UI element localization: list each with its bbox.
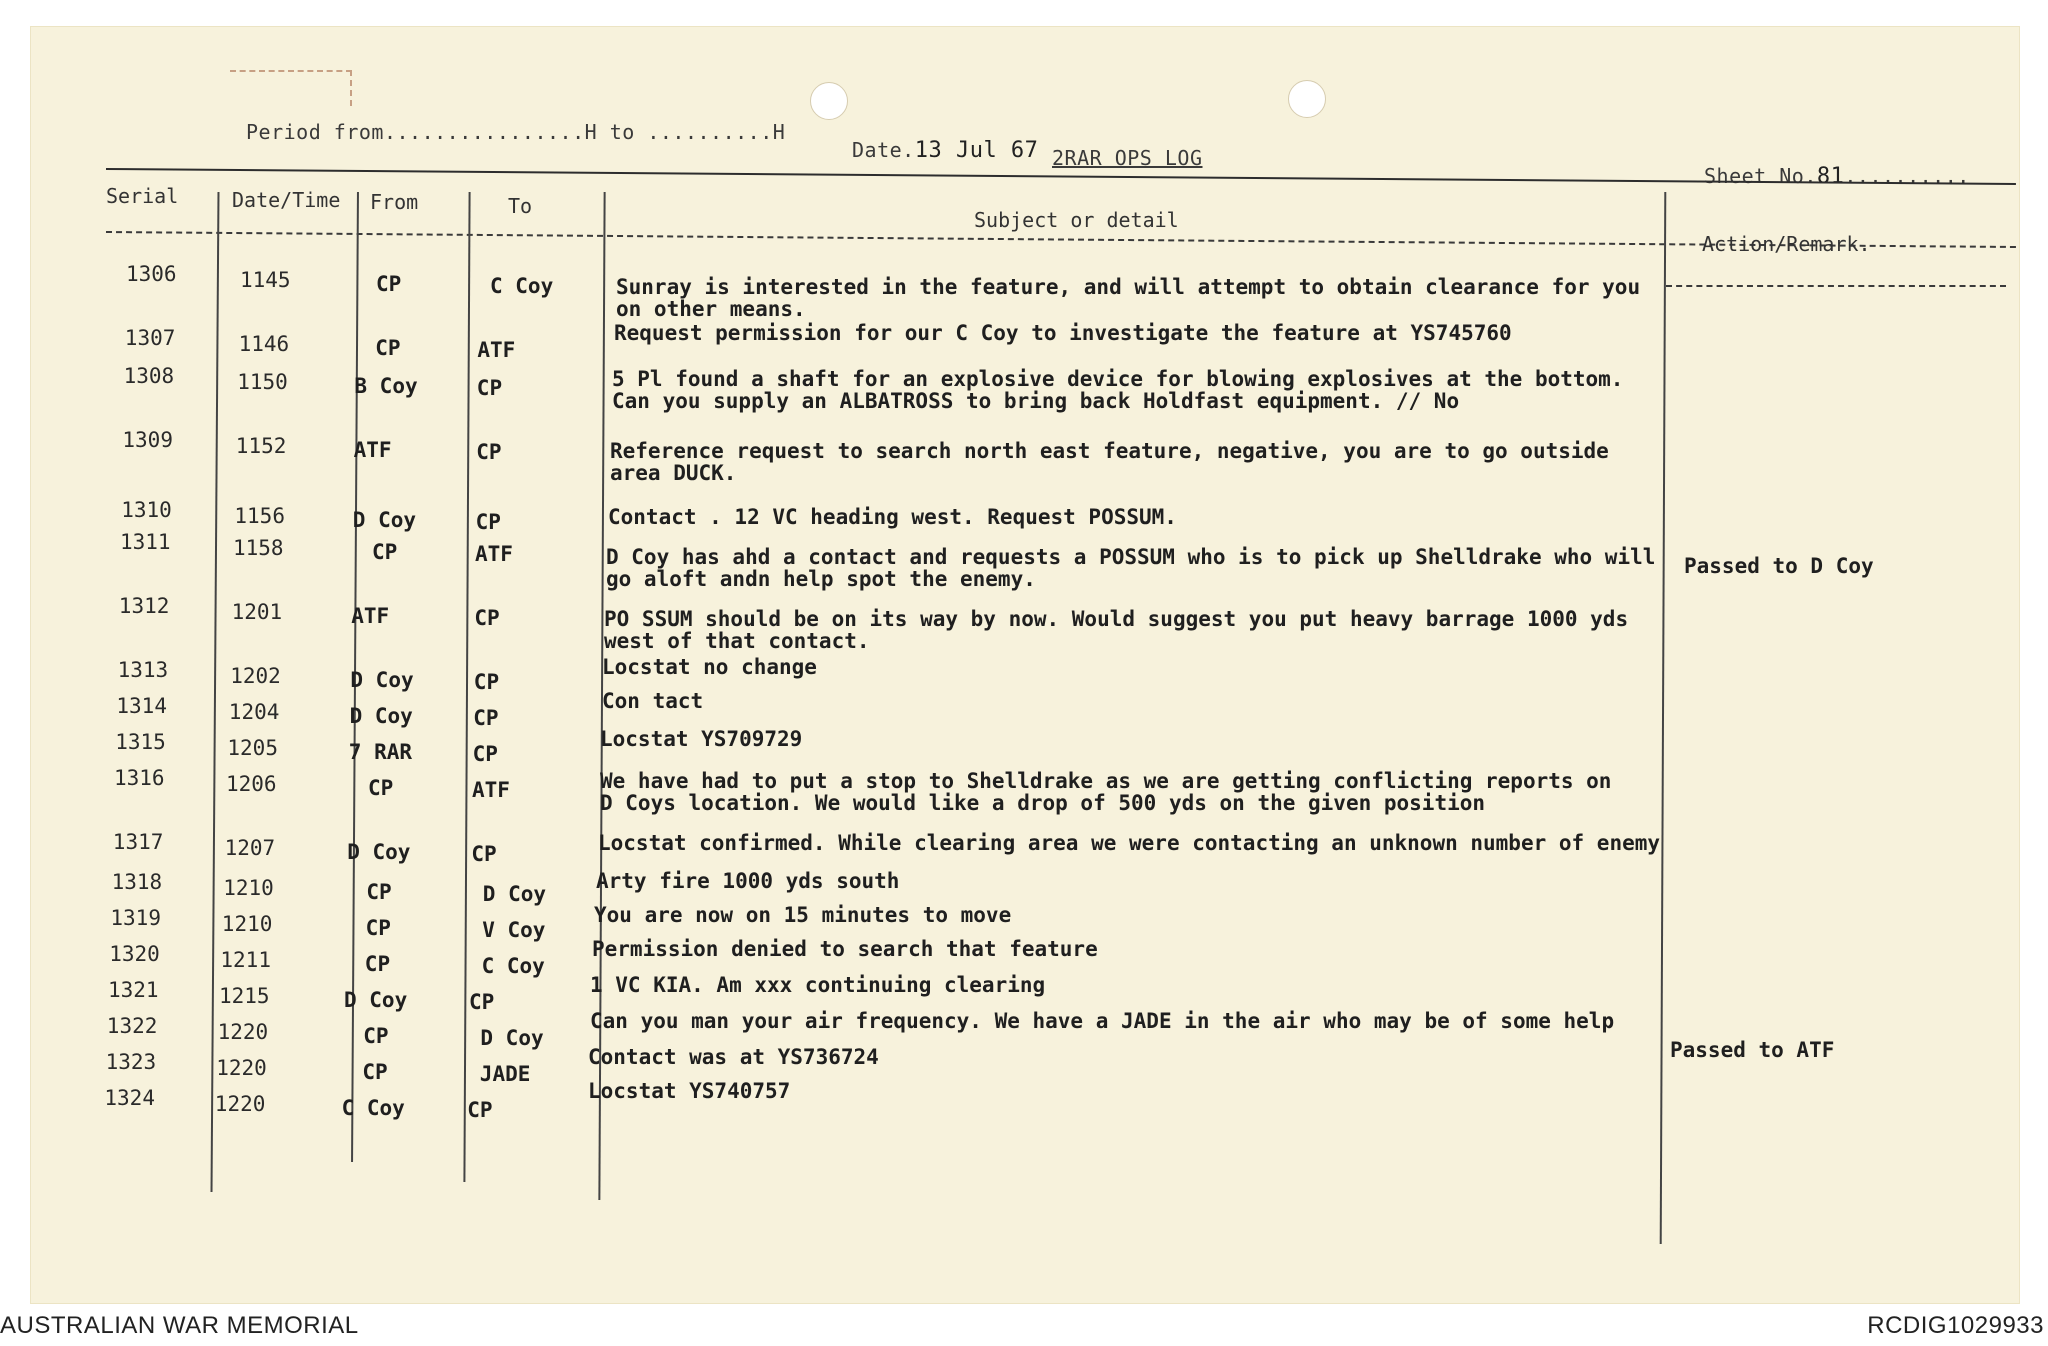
- row-serial: 1311: [120, 530, 171, 554]
- row-remark: Passed to ATF: [1670, 1038, 1835, 1062]
- date-field: [852, 138, 1038, 163]
- row-serial: 1323: [105, 1050, 157, 1074]
- row-time: 1220: [214, 1092, 266, 1116]
- row-detail-line: PO SSUM should be on its way by now. Would suggest you put heavy barrage 1000 yds: [604, 607, 1629, 631]
- col-header-action: Action/Remark.: [1702, 232, 1871, 256]
- row-detail-line: Locstat confirmed. While clearing area we were contacting an unknown number of enemy: [598, 831, 1661, 855]
- col-header-serial: Serial: [106, 184, 179, 208]
- row-detail-line: D Coy has ahd a contact and requests a POSSUM who is to pick up Shelldrake who will: [606, 545, 1656, 569]
- log-title: 2RAR OPS LOG: [1052, 146, 1203, 170]
- row-from: D Coy: [352, 508, 417, 532]
- punch-hole: [1288, 80, 1326, 118]
- row-serial: 1307: [124, 326, 176, 350]
- row-from: ATF: [353, 438, 392, 462]
- row-detail-line: 1 VC KIA. Am xxx continuing clearing: [590, 973, 1046, 997]
- row-time: 1150: [237, 370, 288, 394]
- row-to: C Coy: [490, 274, 554, 298]
- row-detail-line: You are now on 15 minutes to move: [594, 903, 1012, 927]
- row-detail-line: Contact . 12 VC heading west. Request POSSUM.: [608, 505, 1177, 529]
- sheet-label: Sheet No.: [1704, 164, 1817, 188]
- row-from: CP: [372, 540, 398, 564]
- col-header-from: From: [370, 190, 419, 214]
- row-time: 1156: [234, 504, 285, 528]
- stamp-mark: [230, 70, 352, 106]
- row-time: 1146: [238, 332, 290, 356]
- row-from: D Coy: [344, 988, 408, 1012]
- row-time: 1202: [230, 664, 281, 688]
- row-from: C Coy: [341, 1096, 405, 1120]
- row-remark: Passed to D Coy: [1684, 554, 1874, 578]
- period-from-label: Period from: [246, 120, 384, 144]
- action-divider: [1666, 285, 2006, 287]
- row-serial: 1319: [110, 906, 161, 930]
- row-time: 1152: [235, 434, 287, 458]
- row-to: D Coy: [480, 1026, 544, 1050]
- date-label: Date.: [852, 138, 915, 162]
- row-serial: 1322: [106, 1014, 158, 1038]
- row-to: C Coy: [481, 954, 545, 978]
- date-value: 13 Jul 67: [914, 138, 1039, 163]
- footer-institution: AUSTRALIAN WAR MEMORIAL: [0, 1312, 359, 1339]
- row-to: CP: [469, 990, 495, 1014]
- row-to: ATF: [477, 338, 516, 362]
- row-serial: 1309: [122, 428, 173, 452]
- punch-hole: [810, 82, 848, 120]
- row-serial: 1324: [104, 1086, 155, 1110]
- row-from: B Coy: [354, 374, 418, 398]
- row-detail-line: We have had to put a stop to Shelldrake as we are getting conflicting reports on: [600, 769, 1612, 793]
- row-to: CP: [474, 606, 500, 630]
- row-from: CP: [376, 272, 402, 296]
- row-to: JADE: [479, 1062, 531, 1086]
- row-to: CP: [471, 842, 497, 866]
- sheet-number: [1704, 164, 1970, 189]
- row-detail-line: Reference request to search north east feature, negative, you are to go outside: [610, 439, 1609, 463]
- row-to: CP: [476, 440, 502, 464]
- row-detail-line: go aloft andn help spot the enemy.: [606, 567, 1036, 591]
- row-to: CP: [473, 706, 499, 730]
- row-time: 1210: [223, 876, 274, 900]
- row-time: 1211: [220, 948, 271, 972]
- footer-identifier: RCDIG1029933: [1867, 1312, 2044, 1339]
- row-serial: 1317: [112, 830, 164, 854]
- sheet-value: 81: [1816, 164, 1845, 189]
- row-to: CP: [473, 670, 500, 694]
- row-from: CP: [362, 1060, 388, 1084]
- row-to: ATF: [475, 542, 513, 566]
- row-serial: 1318: [111, 870, 163, 894]
- row-time: 1220: [217, 1020, 269, 1044]
- row-serial: 1316: [114, 766, 165, 790]
- row-time: 1215: [219, 984, 270, 1008]
- row-detail-line: Locstat YS709729: [600, 727, 803, 751]
- col-header-datetime: Date/Time: [232, 188, 341, 212]
- row-to: CP: [476, 376, 503, 400]
- row-time: 1201: [231, 600, 283, 624]
- period-from: [246, 120, 785, 144]
- row-detail-line: Contact was at YS736724: [588, 1045, 879, 1069]
- row-time: 1220: [216, 1056, 267, 1080]
- row-to: D Coy: [482, 882, 547, 906]
- row-from: ATF: [351, 604, 390, 628]
- row-detail-line: Arty fire 1000 yds south: [596, 869, 900, 893]
- row-detail-line: area DUCK.: [610, 461, 737, 485]
- row-serial: 1314: [116, 694, 167, 718]
- row-serial: 1312: [118, 594, 170, 618]
- row-time: 1206: [226, 772, 277, 796]
- row-from: D Coy: [349, 704, 413, 728]
- row-to: ATF: [472, 778, 510, 802]
- col-header-subject: Subject or detail: [974, 208, 1179, 232]
- row-detail-line: Can you man your air frequency. We have a JADE in the air who may be of some help: [590, 1009, 1615, 1033]
- row-to: CP: [472, 742, 498, 766]
- row-to: CP: [475, 510, 501, 534]
- row-time: 1158: [233, 536, 284, 560]
- row-from: D Coy: [347, 840, 411, 864]
- row-serial: 1310: [121, 498, 172, 522]
- row-from: CP: [375, 336, 401, 360]
- row-from: CP: [368, 776, 394, 800]
- row-serial: 1315: [115, 730, 166, 754]
- row-serial: 1321: [108, 978, 159, 1002]
- row-to: V Coy: [482, 918, 546, 942]
- row-time: 1205: [227, 736, 278, 760]
- sheet-dots: ..........: [1844, 164, 1970, 188]
- h-label: H: [772, 120, 786, 144]
- row-time: 1145: [240, 268, 291, 292]
- period-from-dots: ................: [383, 120, 585, 144]
- row-detail-line: west of that contact.: [604, 629, 870, 653]
- h-to-label: H to: [584, 120, 635, 144]
- col-header-to: To: [508, 194, 533, 218]
- row-detail-line: Locstat no change: [602, 655, 817, 679]
- row-time: 1210: [221, 912, 273, 936]
- h-to-dots: ..........: [647, 120, 773, 144]
- row-serial: 1308: [123, 364, 175, 388]
- row-from: D Coy: [350, 668, 414, 692]
- row-from: CP: [365, 916, 391, 940]
- row-detail-line: D Coys location. We would like a drop of 500 yds on the given position: [600, 791, 1486, 815]
- row-time: 1207: [224, 836, 276, 860]
- row-detail-line: on other means.: [616, 297, 806, 321]
- row-detail-line: Request permission for our C Coy to investigate the feature at YS745760: [614, 321, 1512, 345]
- row-detail-line: 5 Pl found a shaft for an explosive device for blowing explosives at the bottom.: [612, 367, 1624, 391]
- row-time: 1204: [228, 700, 280, 724]
- row-from: CP: [363, 1024, 389, 1048]
- row-serial: 1313: [117, 658, 169, 682]
- row-detail-line: Con tact: [602, 689, 704, 713]
- row-from: CP: [366, 880, 392, 904]
- row-detail-line: Locstat YS740757: [588, 1079, 791, 1103]
- row-serial: 1320: [109, 942, 160, 966]
- row-from: CP: [364, 952, 391, 976]
- row-from: 7 RAR: [348, 740, 413, 764]
- row-to: CP: [467, 1098, 493, 1122]
- row-detail-line: Sunray is interested in the feature, and will attempt to obtain clearance for you: [616, 275, 1641, 299]
- row-detail-line: Can you supply an ALBATROSS to bring back Holdfast equipment. // No: [612, 389, 1460, 413]
- row-serial: 1306: [126, 262, 177, 286]
- row-detail-line: Permission denied to search that feature: [592, 937, 1098, 961]
